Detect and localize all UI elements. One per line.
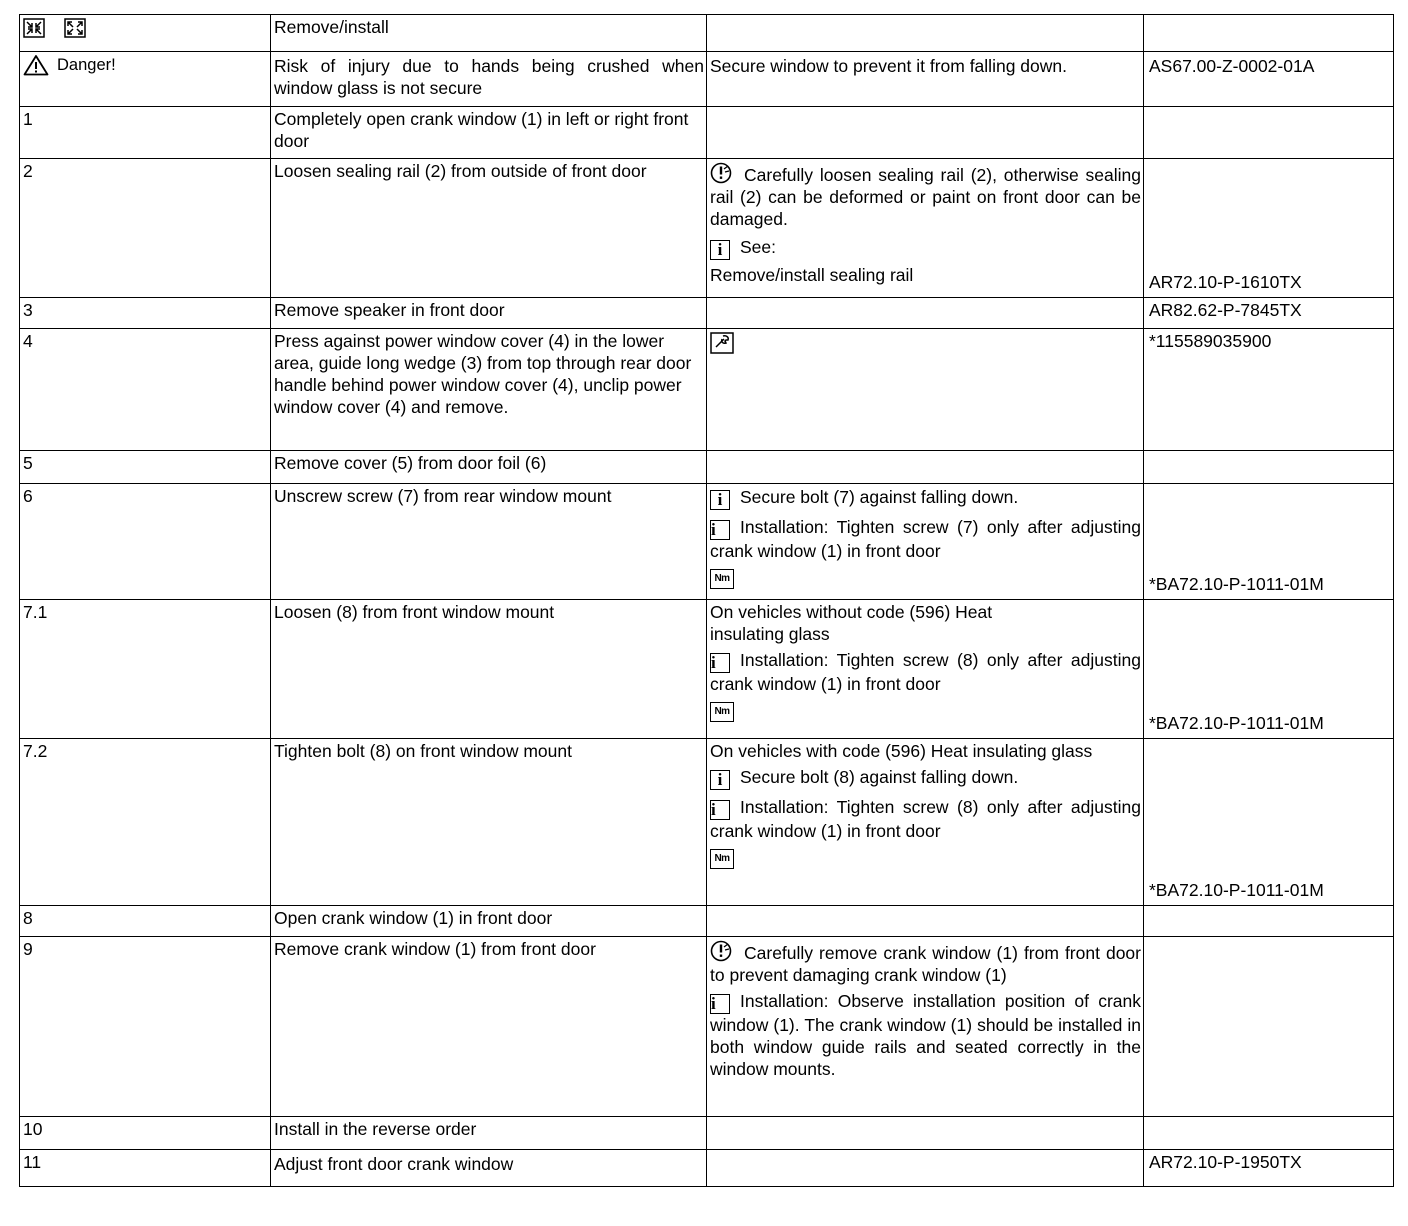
ref-link[interactable]: AR72.10-P-1950TX bbox=[1149, 1152, 1302, 1172]
condition-text: On vehicles with code (596) Heat insulating glass bbox=[710, 741, 1093, 761]
info-icon: i bbox=[710, 994, 730, 1014]
table-row bbox=[20, 600, 1394, 739]
table-row bbox=[20, 484, 1394, 600]
step-number: 1 bbox=[20, 107, 271, 159]
torque-icon: Nm bbox=[710, 849, 734, 869]
step-number: 10 bbox=[20, 1117, 271, 1150]
table-row bbox=[20, 451, 1394, 484]
info-text: Secure bolt (8) against falling down. bbox=[740, 767, 1019, 787]
info-icon: i bbox=[710, 770, 730, 790]
step-number: 7.1 bbox=[20, 600, 271, 739]
info-text: Installation: Tighten screw (8) only after adjusting crank window (1) in front door bbox=[710, 797, 1141, 841]
ref-link[interactable]: *115589035900 bbox=[1149, 331, 1272, 351]
step-number: 6 bbox=[20, 484, 271, 600]
ref-link[interactable]: AR82.62-P-7845TX bbox=[1149, 300, 1302, 320]
step-text: Remove cover (5) from door foil (6) bbox=[271, 451, 707, 484]
step-number: 2 bbox=[20, 159, 271, 298]
step-text: Press against power window cover (4) in the lower area, guide long wedge (3) from top through rear door handle behind power window cover (4), unclip power window cover (4) and remove. bbox=[271, 329, 707, 451]
header-row bbox=[20, 15, 1394, 52]
caution-icon bbox=[710, 940, 732, 962]
header-title: Remove/install bbox=[271, 15, 707, 52]
step-number: 8 bbox=[20, 906, 271, 937]
danger-ref-link[interactable]: AS67.00-Z-0002-01A bbox=[1149, 56, 1315, 76]
torque-icon: Nm bbox=[710, 569, 734, 589]
table-row bbox=[20, 298, 1394, 329]
table-row bbox=[20, 906, 1394, 937]
step-text: Completely open crank window (1) in left or right front door bbox=[271, 107, 707, 159]
step-number: 4 bbox=[20, 329, 271, 451]
ref-link[interactable]: *BA72.10-P-1011-01M bbox=[1149, 880, 1324, 900]
step-text: Loosen (8) from front window mount bbox=[271, 600, 707, 739]
table-row bbox=[20, 1117, 1394, 1150]
special-tool-icon bbox=[710, 332, 734, 354]
info-text: Installation: Observe installation position of crank window (1). The crank window (1) should be installed in both window guide rails and seated correctly in the window mounts. bbox=[710, 991, 1141, 1079]
table-row bbox=[20, 159, 1394, 298]
step-number: 11 bbox=[20, 1150, 271, 1187]
table-row bbox=[20, 107, 1394, 159]
header-icons-cell bbox=[20, 15, 271, 52]
step-text: Unscrew screw (7) from rear window mount bbox=[271, 484, 707, 600]
danger-risk: Risk of injury due to hands being crushed when window glass is not secure bbox=[271, 52, 707, 107]
danger-measure: Secure window to prevent it from falling down. bbox=[707, 52, 1144, 107]
remove-icon bbox=[23, 18, 45, 38]
torque-icon: Nm bbox=[710, 702, 734, 722]
step-number: 3 bbox=[20, 298, 271, 329]
info-text: Secure bolt (7) against falling down. bbox=[740, 487, 1019, 507]
step-text: Tighten bolt (8) on front window mount bbox=[271, 739, 707, 906]
ref-link[interactable]: *BA72.10-P-1011-01M bbox=[1149, 574, 1324, 594]
step-text: Adjust front door crank window bbox=[271, 1150, 707, 1187]
caution-icon bbox=[710, 162, 732, 184]
table-row bbox=[20, 937, 1394, 1117]
danger-row bbox=[20, 52, 1394, 107]
table-row bbox=[20, 1150, 1394, 1187]
info-see-label: See: bbox=[740, 237, 776, 257]
danger-label: Danger! bbox=[57, 56, 116, 74]
table-row bbox=[20, 329, 1394, 451]
ref-link[interactable]: AR72.10-P-1610TX bbox=[1149, 272, 1302, 292]
step-text: Remove crank window (1) from front door bbox=[271, 937, 707, 1117]
info-icon: i bbox=[710, 800, 730, 820]
install-icon bbox=[64, 18, 86, 38]
condition-text: On vehicles without code (596) Heat insulating glass bbox=[710, 602, 993, 644]
info-icon: i bbox=[710, 240, 730, 260]
info-icon: i bbox=[710, 653, 730, 673]
see-link[interactable]: Remove/install sealing rail bbox=[710, 265, 914, 285]
caution-text: Carefully remove crank window (1) from front door to prevent damaging crank window (1) bbox=[710, 943, 1141, 985]
step-text: Remove speaker in front door bbox=[271, 298, 707, 329]
table-row bbox=[20, 739, 1394, 906]
step-number: 5 bbox=[20, 451, 271, 484]
step-number: 7.2 bbox=[20, 739, 271, 906]
ref-link[interactable]: *BA72.10-P-1011-01M bbox=[1149, 713, 1324, 733]
step-text: Install in the reverse order bbox=[271, 1117, 707, 1150]
warning-triangle-icon bbox=[23, 54, 49, 76]
step-text: Loosen sealing rail (2) from outside of front door bbox=[271, 159, 707, 298]
info-icon: i bbox=[710, 520, 730, 540]
info-text: Installation: Tighten screw (7) only after adjusting crank window (1) in front door bbox=[710, 517, 1141, 561]
info-icon: i bbox=[710, 490, 730, 510]
step-number: 9 bbox=[20, 937, 271, 1117]
step-text: Open crank window (1) in front door bbox=[271, 906, 707, 937]
info-text: Installation: Tighten screw (8) only after adjusting crank window (1) in front door bbox=[710, 650, 1141, 694]
caution-text: Carefully loosen sealing rail (2), otherwise sealing rail (2) can be deformed or paint on front door can be damaged. bbox=[710, 165, 1141, 229]
procedure-table bbox=[19, 14, 1394, 1187]
